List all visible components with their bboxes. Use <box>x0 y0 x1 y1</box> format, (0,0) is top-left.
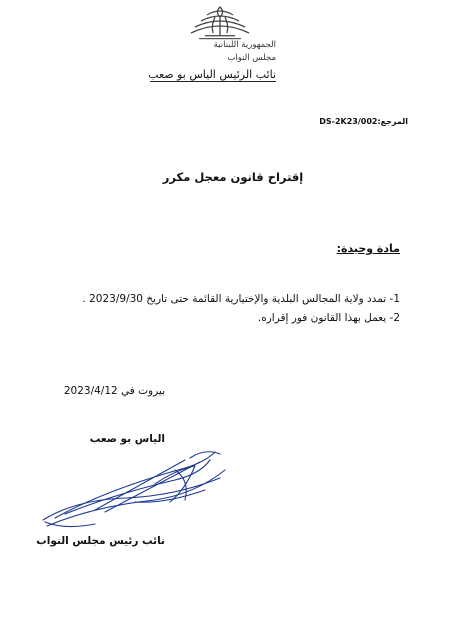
article-heading: مادة وحيدة: <box>336 242 400 255</box>
article-item-1: 1- تمدد ولاية المجالس البلدية والإختيارية القائمة حتى تاريخ 2023/9/30 . <box>82 293 400 305</box>
article-item-2: 2- يعمل بهذا القانون فور إقراره. <box>257 312 400 324</box>
signatory-name: الياس بو صعب <box>89 433 165 445</box>
handwritten-signature-icon <box>35 440 230 540</box>
org-name-parliament: مجلس النواب <box>227 53 276 63</box>
signatory-title: نائب رئيس مجلس النواب <box>36 535 165 547</box>
document-title: إقتراح قانون معجل مكرر <box>162 170 304 184</box>
org-name-deputy-speaker: نائب الرئيس الياس بو صعب <box>148 68 276 81</box>
place-and-date: بيروت في 2023/4/12 <box>63 385 165 397</box>
header-divider <box>150 81 276 82</box>
cedar-emblem-icon <box>185 3 255 45</box>
org-name-republic: الجمهورية اللبنانية <box>213 40 276 50</box>
reference-number: المرجع:DS-2K23/002 <box>319 117 408 126</box>
